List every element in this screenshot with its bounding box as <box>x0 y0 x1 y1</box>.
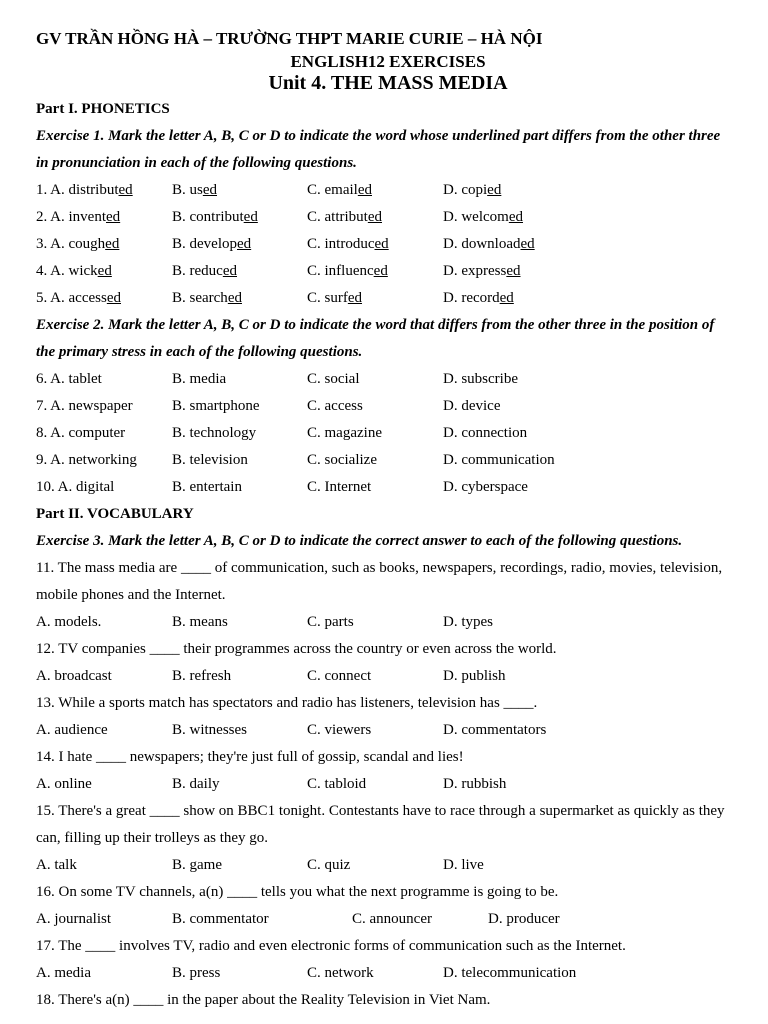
question-stem: 14. I hate ____ newspapers; they're just full of gossip, scandal and lies! <box>36 749 464 765</box>
question-row <box>36 231 736 258</box>
underlined-part: ed <box>508 209 523 225</box>
answer-option: C. socialize <box>307 452 377 468</box>
question-stem: 12. TV companies ____ their programmes across the country or even across the world. <box>36 641 557 657</box>
answer-option: 8. A. computer <box>36 425 126 441</box>
answer-option: D. subscribe <box>443 371 518 387</box>
exercise-3-instruction: Exercise 3. Mark the letter A, B, C or D to indicate the correct answer to each of the following questions. <box>36 533 683 549</box>
answer-option: 7. A. newspaper <box>36 398 133 414</box>
answer-option: D. cyberspace <box>443 479 528 495</box>
teacher-school-header: GV TRẦN HỒNG HÀ – TRƯỜNG THPT MARIE CURIE – HÀ NỘI <box>36 29 543 48</box>
question-stem: 16. On some TV channels, a(n) ____ tells you what the next programme is going to be. <box>36 884 559 900</box>
answer-option: D. publish <box>443 668 506 684</box>
underlined-part: ed <box>367 209 382 225</box>
answer-option: C. quiz <box>307 857 351 873</box>
answer-option: A. online <box>36 776 92 792</box>
answer-option: B. means <box>172 614 228 630</box>
answer-option: D. telecommunication <box>443 965 577 981</box>
answer-option: 2. A. invented <box>36 209 121 225</box>
question-stem: 11. The mass media are ____ of communication, such as books, newspapers, recordings, radio, movies, television, <box>36 560 723 576</box>
exercise-1-instruction-cont: in pronunciation in each of the following questions. <box>36 155 357 171</box>
answer-option: 4. A. wicked <box>36 263 112 279</box>
question-stem: 18. There's a(n) ____ in the paper about the Reality Television in Viet Nam. <box>36 992 491 1008</box>
answer-option: B. refresh <box>172 668 232 684</box>
answer-option: B. media <box>172 371 227 387</box>
answer-option: C. surfed <box>307 290 363 306</box>
underlined-part: ed <box>97 263 112 279</box>
exercise-1-questions <box>36 177 736 312</box>
answer-option: B. television <box>172 452 248 468</box>
answer-option: C. social <box>307 371 360 387</box>
question-stem: 15. There's a great ____ show on BBC1 tonight. Contestants have to race through a supermarket as quickly as they <box>36 803 725 819</box>
answer-option: B. daily <box>172 776 220 792</box>
answer-option: D. producer <box>488 911 560 927</box>
answer-option: C. attributed <box>307 209 382 225</box>
options-row <box>36 609 736 636</box>
answer-option: A. talk <box>36 857 77 873</box>
underlined-part: ed <box>243 209 258 225</box>
answer-option: B. entertain <box>172 479 242 495</box>
answer-option: 5. A. accessed <box>36 290 121 306</box>
answer-option: D. live <box>443 857 484 873</box>
question-row <box>36 177 736 204</box>
answer-option: D. rubbish <box>443 776 507 792</box>
underlined-part: ed <box>499 290 514 306</box>
underlined-part: ed <box>106 290 121 306</box>
answer-option: B. developed <box>172 236 252 252</box>
exercise-3-questions <box>36 555 736 1014</box>
answer-option: C. announcer <box>352 911 432 927</box>
underlined-part: ed <box>520 236 535 252</box>
answer-option: A. audience <box>36 722 108 738</box>
underlined-part: ed <box>347 290 363 306</box>
underlined-part: ed <box>118 182 133 198</box>
answer-option: B. technology <box>172 425 257 441</box>
answer-option: B. commentator <box>172 911 269 927</box>
underlined-part: ed <box>202 182 218 198</box>
answer-option: C. parts <box>307 614 354 630</box>
options-row <box>36 852 736 879</box>
question-row <box>36 420 736 447</box>
answer-option: C. network <box>307 965 374 981</box>
answer-option: B. used <box>172 182 218 198</box>
unit-title: Unit 4. THE MASS MEDIA <box>268 72 508 94</box>
answer-option: B. searched <box>172 290 242 306</box>
underlined-part: ed <box>105 236 120 252</box>
answer-option: C. Internet <box>307 479 372 495</box>
answer-option: A. journalist <box>36 911 111 927</box>
answer-option: C. viewers <box>307 722 372 738</box>
answer-option: 6. A. tablet <box>36 371 102 387</box>
answer-option: D. connection <box>443 425 528 441</box>
answer-option: A. models. <box>36 614 102 630</box>
underlined-part: ed <box>373 263 388 279</box>
answer-option: D. copied <box>443 182 502 198</box>
question-stem: 13. While a sports match has spectators and radio has listeners, television has ____. <box>36 695 538 711</box>
answer-option: D. recorded <box>443 290 514 306</box>
answer-option: A. broadcast <box>36 668 112 684</box>
question-row <box>36 285 736 312</box>
underlined-part: ed <box>357 182 372 198</box>
options-row <box>36 663 736 690</box>
answer-option: D. welcomed <box>443 209 523 225</box>
answer-option: C. connect <box>307 668 372 684</box>
part-heading-vocabulary: Part II. VOCABULARY <box>36 506 194 522</box>
options-row <box>36 906 736 933</box>
exercise-2-questions <box>36 366 736 501</box>
underlined-part: ed <box>227 290 242 306</box>
answer-option: B. smartphone <box>172 398 260 414</box>
answer-option: B. press <box>172 965 221 981</box>
underlined-part: ed <box>374 236 389 252</box>
course-title: ENGLISH12 EXERCISES <box>290 52 486 71</box>
question-stem: mobile phones and the Internet. <box>36 587 226 603</box>
options-row <box>36 717 736 744</box>
exercise-2-instruction-cont: the primary stress in each of the following questions. <box>36 344 363 360</box>
underlined-part: ed <box>506 263 521 279</box>
answer-option: B. game <box>172 857 222 873</box>
answer-option: 1. A. distributed <box>36 182 133 198</box>
answer-option: D. commentators <box>443 722 547 738</box>
answer-option: D. communication <box>443 452 555 468</box>
answer-option: B. contributed <box>172 209 258 225</box>
underlined-part: ed <box>237 236 252 252</box>
part-heading-phonetics: Part I. PHONETICS <box>36 101 170 117</box>
underlined-part: ed <box>106 209 121 225</box>
answer-option: 3. A. coughed <box>36 236 120 252</box>
answer-option: A. media <box>36 965 91 981</box>
underlined-part: ed <box>222 263 237 279</box>
question-row <box>36 258 736 285</box>
answer-option: 9. A. networking <box>36 452 137 468</box>
answer-option: D. device <box>443 398 501 414</box>
exercise-1-instruction: Exercise 1. Mark the letter A, B, C or D to indicate the word whose underlined part differs from the other three <box>36 128 721 144</box>
question-row <box>36 204 736 231</box>
answer-option: B. reduced <box>172 263 237 279</box>
question-row <box>36 393 736 420</box>
exercise-2-instruction: Exercise 2. Mark the letter A, B, C or D to indicate the word that differs from the other three in the position of <box>36 317 715 333</box>
options-row <box>36 771 736 798</box>
options-row <box>36 960 736 987</box>
answer-option: C. magazine <box>307 425 382 441</box>
answer-option: D. types <box>443 614 493 630</box>
answer-option: C. access <box>307 398 363 414</box>
answer-option: C. influenced <box>307 263 388 279</box>
answer-option: 10. A. digital <box>36 479 115 495</box>
answer-option: D. expressed <box>443 263 521 279</box>
worksheet-page <box>36 26 736 1014</box>
answer-option: C. emailed <box>307 182 372 198</box>
answer-option: B. witnesses <box>172 722 247 738</box>
answer-option: C. introduced <box>307 236 389 252</box>
underlined-part: ed <box>487 182 502 198</box>
answer-option: D. downloaded <box>443 236 535 252</box>
answer-option: C. tabloid <box>307 776 367 792</box>
question-row <box>36 447 736 474</box>
question-stem: can, filling up their trolleys as they go. <box>36 830 269 846</box>
question-row <box>36 474 736 501</box>
question-stem: 17. The ____ involves TV, radio and even electronic forms of communication such as the Internet. <box>36 938 626 954</box>
question-row <box>36 366 736 393</box>
